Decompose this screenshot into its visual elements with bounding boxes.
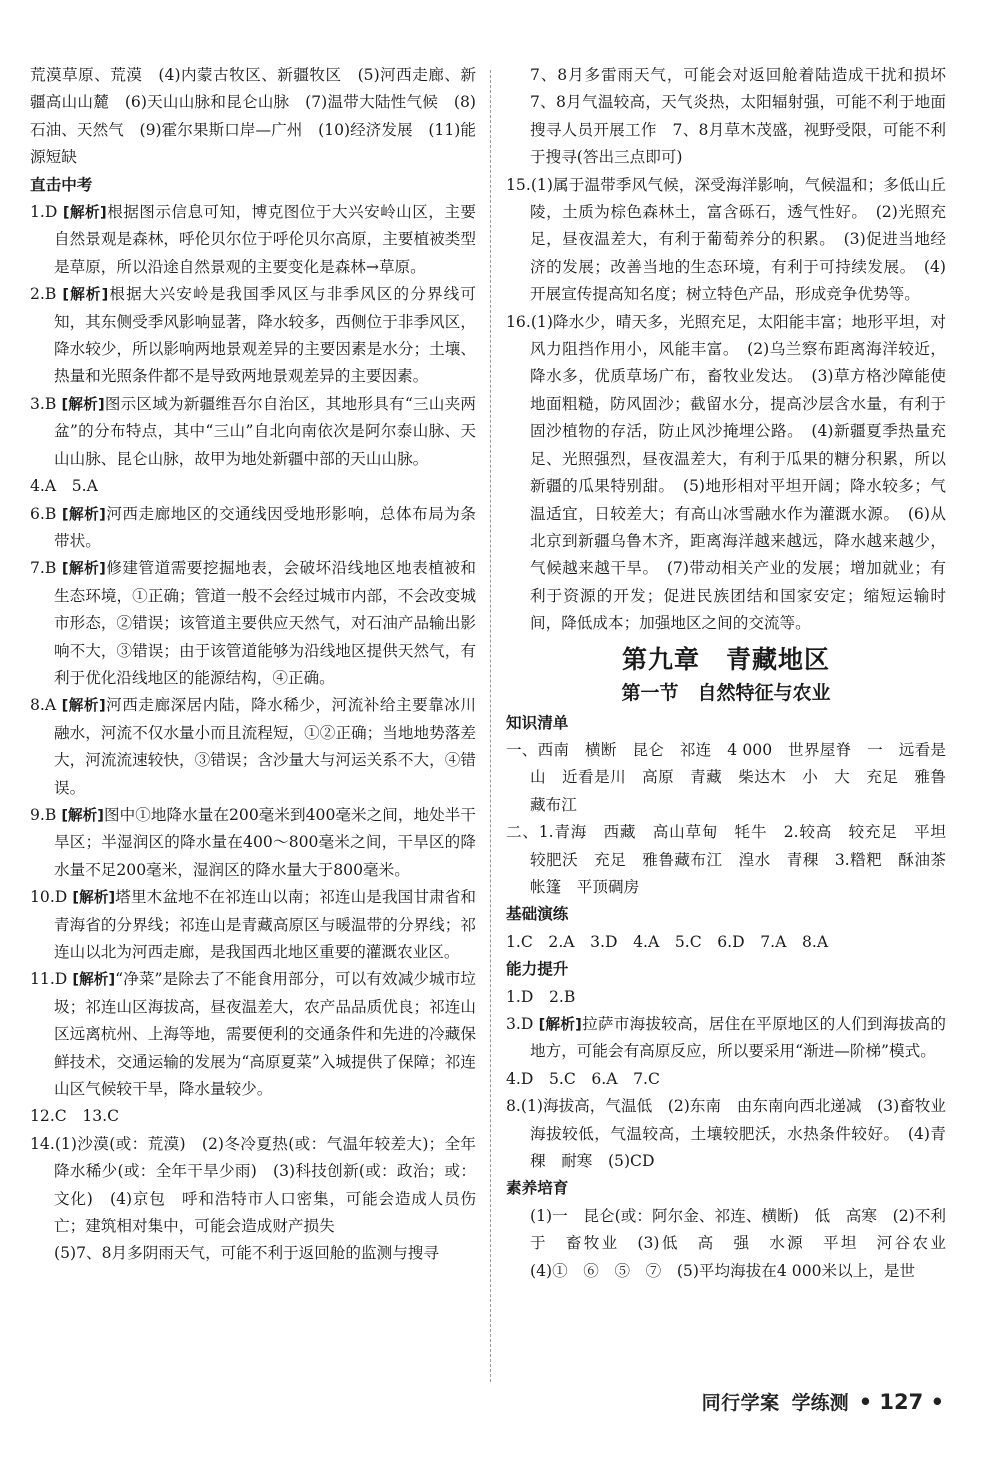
answer-item-12-13: 12.C 13.C bbox=[30, 1107, 120, 1126]
ability-line-1: 1.D 2.B bbox=[506, 987, 576, 1006]
answer-item-10: 10.D [解析]塔里木盆地不在祁连山以南；祁连山是我国甘肃省和青海省的分界线；祁连山是青藏高原区与暖温带的分界线；祁连山以北为河西走廊，是我国西北地区重要的灌溉农业区。 bbox=[30, 888, 476, 961]
answer-item-16: 16.(1)降水少，晴天多，光照充足，太阳能丰富；地形平坦，对风力阻挡作用小，风能丰富。 (2)乌兰察布距离海洋较近，降水多，优质草场广布，畜牧业发达。 (3)草方格沙障能使地面粗糙，防风固沙；截留水分，提高沙层含水量，有利于固沙植物的存活，防止风沙掩埋公路。 (4)新疆夏季热量充足、光照强烈，昼夜温差大，有利于瓜果的糖分积累，所以新疆的瓜果特别甜。 (5)地形相对平坦开阔；降水较多；气温适宜，日较差大；有高山冰雪融水作为灌溉水源。 (6)从北京到新疆乌鲁木齐，距离海洋越来越远，降水越来越少，气候越来越干旱。 (7)带动相关产业的发展；增加就业；有利于资源的开发；促进民族团结和国家安定；缩短运输时间，降低成本；加强地区之间的交流等。 bbox=[506, 312, 946, 633]
column-divider bbox=[490, 70, 491, 1382]
footer-brand: 同行学案 bbox=[701, 1392, 780, 1414]
basic-title: 基础演练 bbox=[506, 905, 569, 924]
ability-line-4: 4.D 5.C 6.A 7.C bbox=[506, 1069, 660, 1088]
answer-item-1: 1.D [解析]根据图示信息可知，博克图位于大兴安岭山区，主要自然景观是森林，呼伦贝尔位于呼伦贝尔高原，主要植被类型是草原，所以沿途自然景观的主要变化是森林→草原。 bbox=[30, 203, 476, 276]
answer-item-15: 15.(1)属于温带季风气候，深受海洋影响，气候温和；多低山丘陵，土质为棕色森林土，富含砾石，透气性好。 (2)光照充足，昼夜温差大，有利于葡萄养分的积累。 (3)促进当地经济的发展；改善当地的生态环境，有利于可持续发展。 (4)开展宣传提高知名度；树立特色产品，形成竞争优势等。 bbox=[506, 175, 946, 304]
answer-item-7: 7.B [解析]修建管道需要挖掘地表，会破坏沿线地区地表植被和生态环境，①正确；管道一般不会经过城市内部，不会改变城市形态，②错误；该管道主要供应天然气，对石油产品输出影响不大，③错误；由于该管道能够为沿线地区提供天然气，有利于优化沿线地区的能源结构，④正确。 bbox=[30, 559, 476, 687]
answer-item-2: 2.B [解析]根据大兴安岭是我国季风区与非季风区的分界线可知，其东侧受季风影响显著，降水较多，西侧位于非季风区，降水较少，所以影响两地景观差异的主要因素是水分；土壤、热量和光照条件都不是导致两地景观差异的主要因素。 bbox=[30, 285, 476, 386]
ability-item-3: 3.D [解析]拉萨市海拔较高，居住在平原地区的人们到海拔高的地方，可能会有高原反应，所以要采用“渐进—阶梯”模式。 bbox=[506, 1015, 946, 1061]
answer-item-14: 14.(1)沙漠(或：荒漠) (2)冬冷夏热(或：气温年较差大)；全年降水稀少(或：全年干旱少雨) (3)科技创新(或：政治；或：文化) (4)京包 呼和浩特市人口密集，可能会造成人员伤亡；建筑相对集中，可能会造成财产损失 bbox=[30, 1134, 476, 1236]
section-heading: 第一节 自然特征与农业 bbox=[621, 681, 831, 704]
section-title-zhiji: 直击中考 bbox=[30, 175, 93, 194]
page-number: • 127 • bbox=[858, 1390, 944, 1414]
left-column bbox=[30, 62, 476, 1268]
answer-item-11: 11.D [解析]“净菜”是除去了不能食用部分，可以有效减少城市垃圾；祁连山区海拔高，昼夜温差大，农产品品质优良；祁连山区远离杭州、上海等地，需要便利的交通条件和先进的冷藏保鲜技术，交通运输的发展为“高原夏菜”入城提供了保障；祁连山区气候较干旱，降水量较少。 bbox=[30, 970, 476, 1099]
intro-answers: 荒漠草原、荒漠 (4)内蒙古牧区、新疆牧区 (5)河西走廊、新疆高山山麓 (6)天山山脉和昆仑山脉 (7)温带大陆性气候 (8)石油、天然气 (9)霍尔果斯口岸—广州 (10)经济发展 (11)能源短缺 bbox=[30, 66, 476, 167]
footer-series: 学练测 bbox=[791, 1392, 849, 1414]
literacy-title: 素养培育 bbox=[506, 1179, 569, 1198]
answer-item-3: 3.B [解析]图示区域为新疆维吾尔自治区，其地形具有“三山夹两盆”的分布特点，其中“三山”自北向南依次是阿尔泰山脉、天山山脉、昆仑山脉，故甲为地处新疆中部的天山山脉。 bbox=[30, 394, 476, 468]
knowledge-line-2: 二、1.青海 西藏 高山草甸 牦牛 2.较高 较充足 平坦 较肥沃 充足 雅鲁藏布江 湟水 青稞 3.糌粑 酥油茶 帐篷 平顶碉房 bbox=[506, 823, 962, 896]
answer-item-14-cont-right: 7、8月多雷雨天气，可能会对返回舱着陆造成干扰和损坏 7、8月气温较高，天气炎热，太阳辐射强，可能不利于地面搜寻人员开展工作 7、8月草木茂盛，视野受限，可能不利于搜寻(答出三点即可) bbox=[530, 66, 962, 167]
page-footer bbox=[702, 1388, 944, 1415]
ability-item-8: 8.(1)海拔高，气温低 (2)东南 由东南向西北递减 (3)畜牧业 海拔较低，气温较高，土壤较肥沃，水热条件较好。 (4)青稞 耐寒 (5)CD bbox=[506, 1097, 962, 1171]
answer-item-6: 6.B [解析]河西走廊地区的交通线因受地形影响，总体布局为条带状。 bbox=[30, 504, 476, 550]
knowledge-line-1: 一、西南 横断 昆仑 祁连 4 000 世界屋脊 一 远看是山 近看是川 高原 青藏 柴达木 小 大 充足 雅鲁藏布江 bbox=[506, 740, 946, 814]
basic-answers: 1.C 2.A 3.D 4.A 5.C 6.D 7.A 8.A bbox=[506, 932, 829, 951]
ability-title: 能力提升 bbox=[506, 960, 569, 979]
literacy-answers: (1)一 昆仑(或：阿尔金、祁连、横断) 低 高寒 (2)不利于 畜牧业 (3)低 高 强 水源 平坦 河谷农业 (4)① ⑥ ⑤ ⑦ (5)平均海拔在4 000米以上，是世 bbox=[530, 1206, 962, 1280]
answer-item-8: 8.A [解析]河西走廊深居内陆，降水稀少，河流补给主要靠冰川融水，河流不仅水量小而且流程短，①②正确；当地地势落差大，河流流速较快，③错误；含沙量大与河运关系不大，④错误。 bbox=[30, 696, 476, 797]
answer-item-14-cont: (5)7、8月多阴雨天气，可能不利于返回舱的监测与搜寻 bbox=[54, 1244, 439, 1263]
chapter-title: 第九章 青藏地区 bbox=[621, 644, 830, 674]
right-column bbox=[506, 62, 962, 1285]
answer-item-9: 9.B [解析]图中①地降水量在200毫米到400毫米之间，地处半干旱区；半湿润区的降水量在400～800毫米之间，干旱区的降水量不足200毫米，湿润区的降水量大于800毫米。 bbox=[30, 805, 477, 879]
answer-item-4-5: 4.A 5.A bbox=[30, 477, 98, 496]
knowledge-title: 知识清单 bbox=[506, 713, 569, 732]
